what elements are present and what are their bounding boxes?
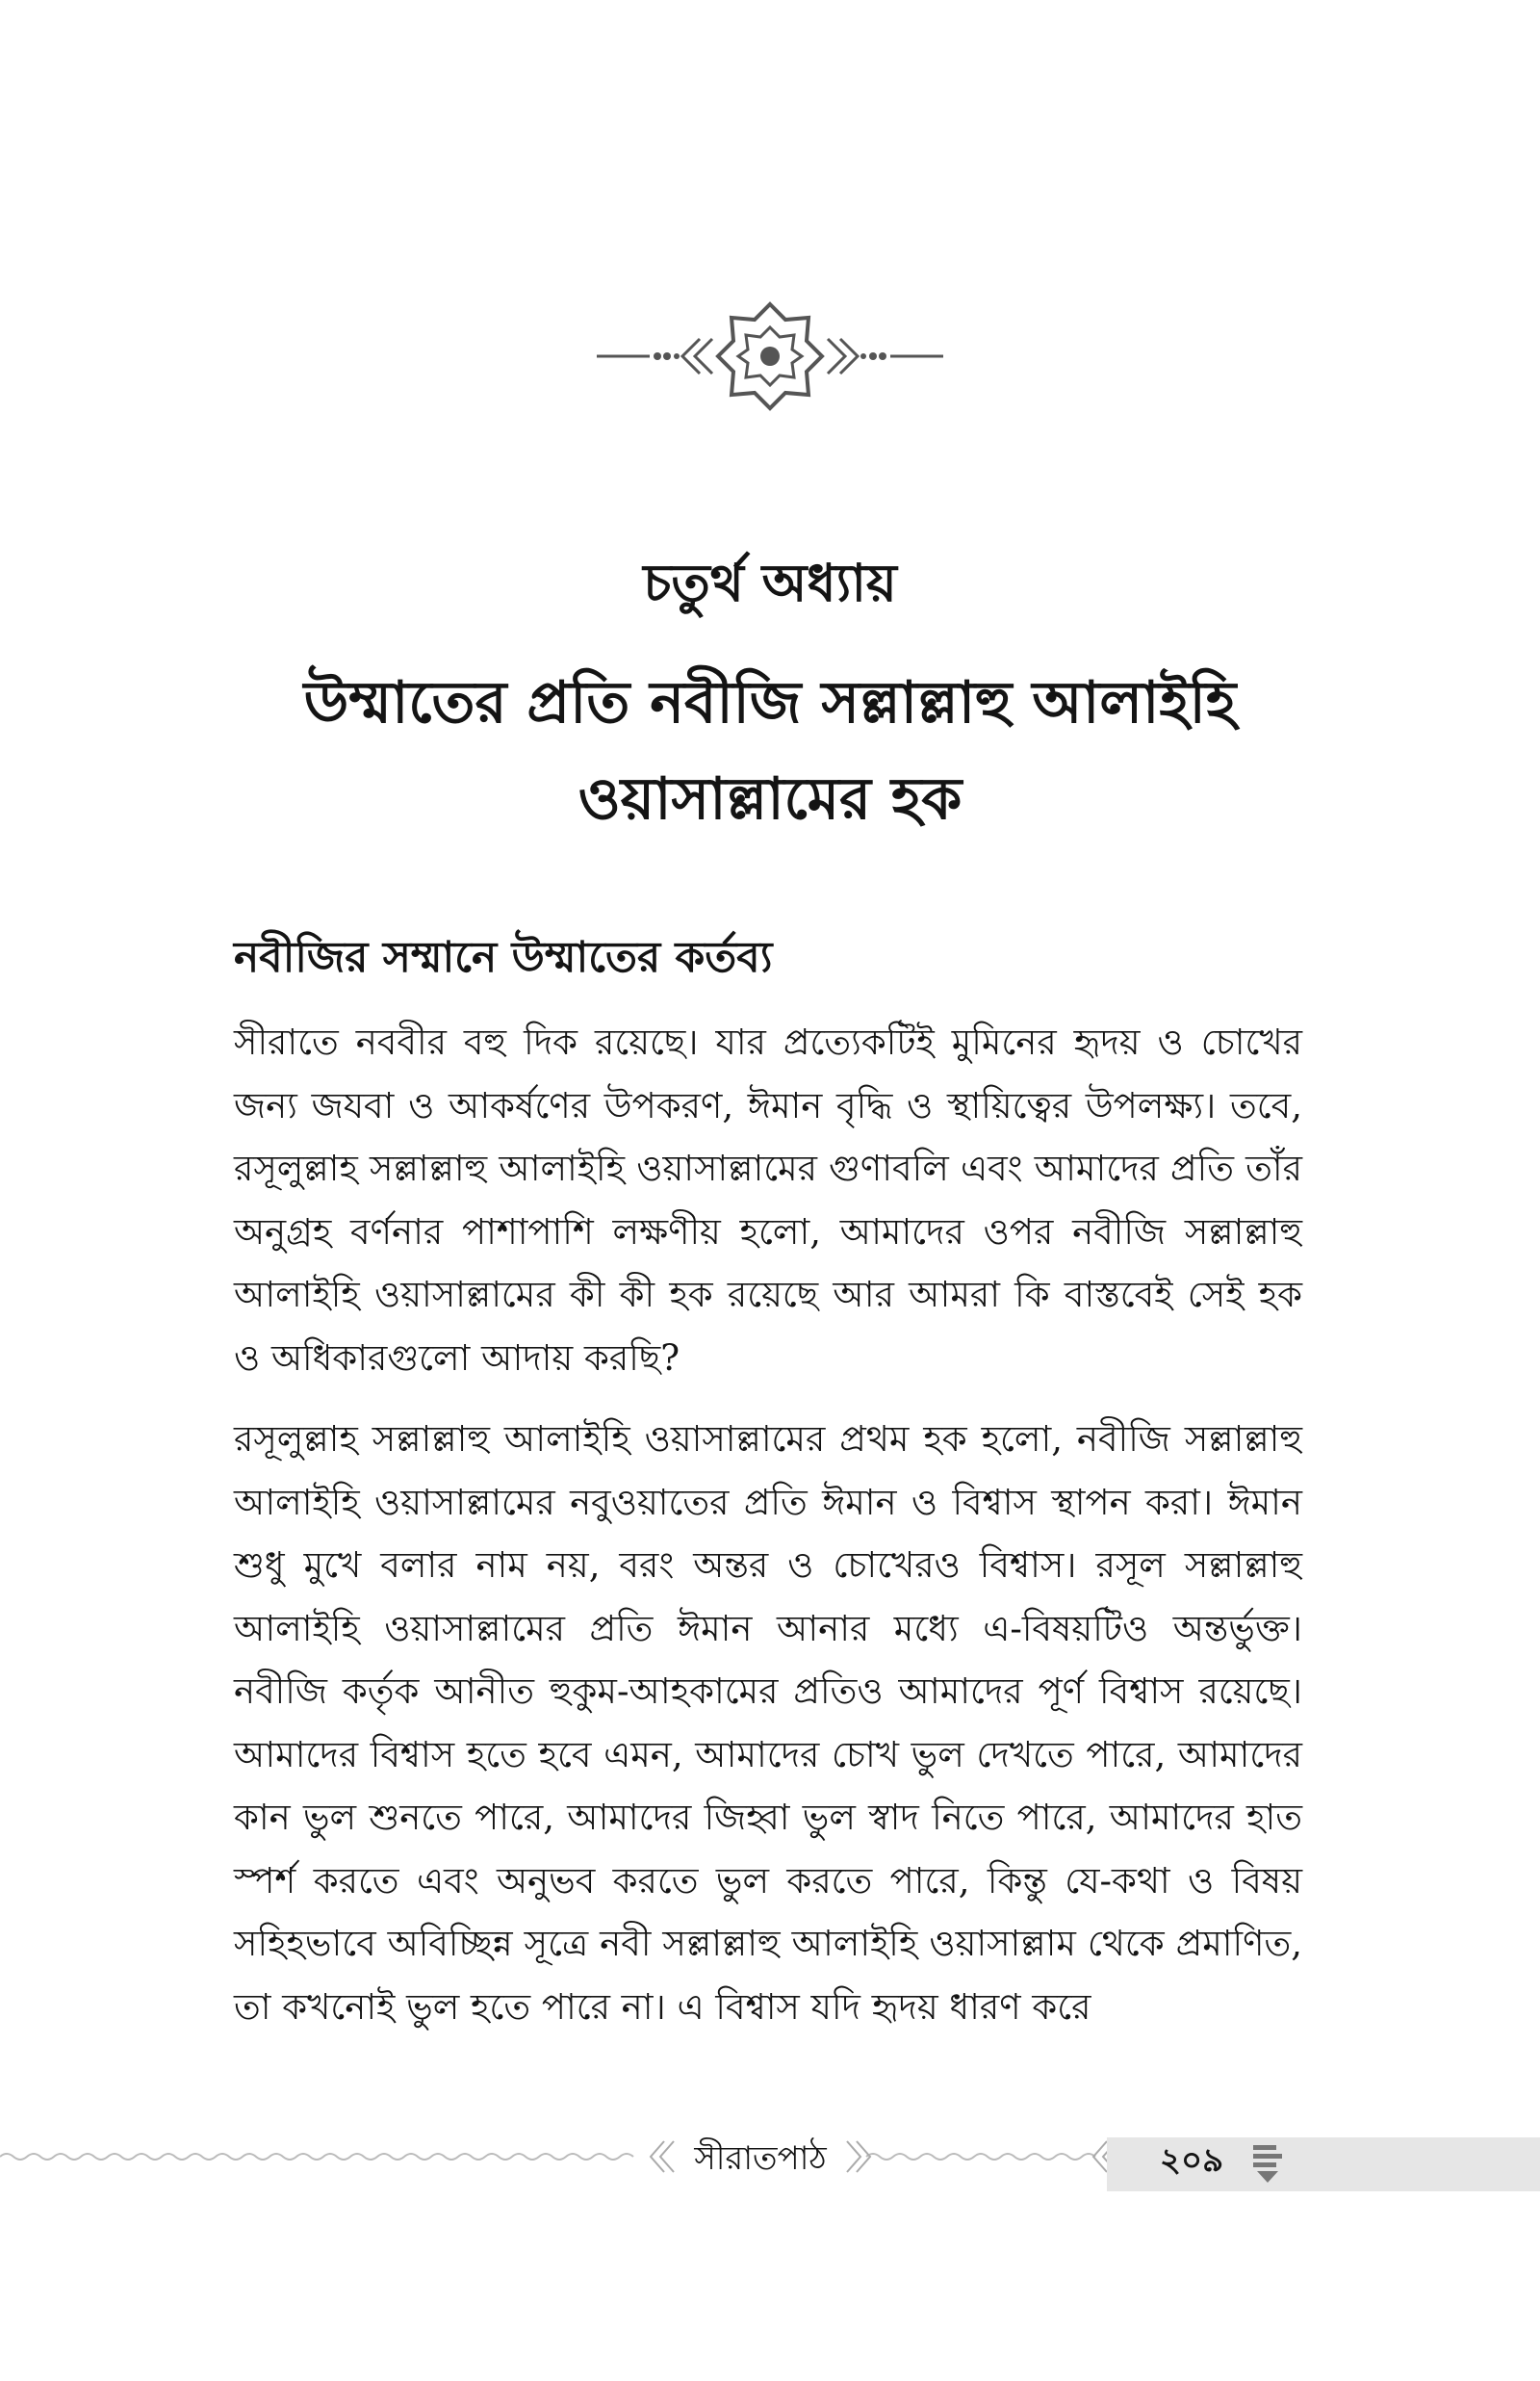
page-arrow-icon <box>1249 2141 1288 2186</box>
body-paragraph-1: সীরাতে নববীর বহু দিক রয়েছে। যার প্রত্যেকটিই মুমিনের হৃদয় ও চোখের জন্য জযবা ও আকর্ষণের উপকরণ, ঈমান বৃদ্ধি ও স্থায়িত্বের উপলক্ষ্য। তবে, রসূলুল্লাহ সল্লাল্লাহু আলাইহি ওয়াসাল্লামের গুণাবলি এবং আমাদের প্রতি তাঁর অনুগ্রহ বর্ণনার পাশাপাশি লক্ষণীয় হলো, আমাদের ওপর নবীজি সল্লাল্লাহু আলাইহি ওয়াসাল্লামের কী কী হক রয়েছে আর আমরা কি বাস্তবেই সেই হক ও অধিকারগুলো আদায় করছি? <box>234 1022 1302 1379</box>
body-paragraph-2: রসূলুল্লাহ সল্লাল্লাহু আলাইহি ওয়াসাল্লামের প্রথম হক হলো, নবীজি সল্লাল্লাহু আলাইহি ওয়াসাল্লামের নবুওয়াতের প্রতি ঈমান ও বিশ্বাস স্থাপন করা। ঈমান শুধু মুখে বলার নাম নয়, বরং অন্তর ও চোখেরও বিশ্বাস। রসূল সল্লাল্লাহু আলাইহি ওয়াসাল্লামের প্রতি ঈমান আনার মধ্যে এ-বিষয়টিও অন্তর্ভুক্ত। নবীজি কর্তৃক আনীত হুকুম-আহকামের প্রতিও আমাদের পূর্ণ বিশ্বাস রয়েছে। আমাদের বিশ্বাস হতে হবে এমন, আমাদের চোখ ভুল দেখতে পারে, আমাদের কান ভুল শুনতে পারে, আমাদের জিহ্বা ভুল স্বাদ নিতে পারে, আমাদের হাত স্পর্শ করতে এবং অনুভব করতে ভুল করতে পারে, কিন্তু যে-কথা ও বিষয় সহিহভাবে অবিচ্ছিন্ন সূত্রে নবী সল্লাল্লাহু আলাইহি ওয়াসাল্লাম থেকে প্রমাণিত, তা কখনোই ভুল হতে পারে না। এ বিশ্বাস যদি হৃদয় ধারণ করে <box>234 1418 1302 2028</box>
chapter-title <box>241 655 1299 847</box>
star-flourish-icon <box>592 289 948 424</box>
chapter-title-line-2: ওয়াসাল্লামের হক <box>578 765 962 833</box>
section-heading: নবীজির সম্মানে উম্মাতের কর্তব্য <box>234 933 773 982</box>
footer-book-title: সীরাতপাঠ <box>694 2139 827 2178</box>
page-number: ২০৯ <box>1159 2141 1224 2180</box>
chapter-label: চতুর্থ অধ্যায় <box>643 552 897 613</box>
chapter-title-line-1: উম্মাতের প্রতি নবীজি সল্লাল্লাহু আলাইহি <box>303 669 1237 737</box>
